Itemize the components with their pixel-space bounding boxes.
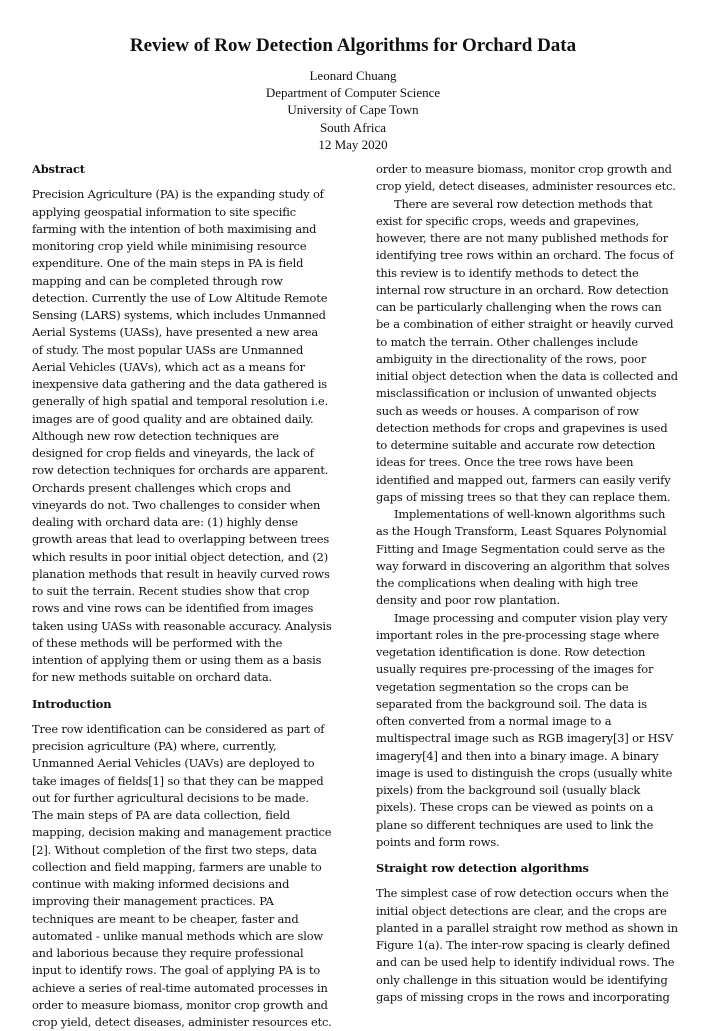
paper-title: Review of Row Detection Algorithms for Orchard Data [129,35,577,56]
abstract-heading: Abstract [32,162,85,176]
author-name: Leonard Chuang [309,68,397,83]
right-column [376,161,678,1006]
straight-rows-text: The simplest case of row detection occurs when the initial object detections are clear, and the crops are planted in a parallel straight row method as shown in Figure 1(a). The inter-row spacing is clearly defined and can be used help to identify individual rows. The only challenge in this situation would be identifying gaps of missing crops in the rows and incorporating [376,886,678,1004]
introduction-paragraph-1: Tree row identification can be considered as part of precision agriculture (PA) where, currently, Unmanned Aerial Vehicles (UAVs) are deployed to take images of fields[1] so that they can be mapped out for further agricultural decisions to be made. The main steps of PA are data collection, field mapping, decision making and management practice [2]. Without completion of the first two steps, data collection and field mapping, farmers are unable to continue with making informed decisions and improving their management practices. PA techniques are meant to be cheaper, faster and automated - unlike manual methods which are slow and laborious because they require professional input to identify rows. The goal of applying PA is to achieve a series of real-time automated processes in order to measure biomass, monitor crop growth and crop yield, detect diseases, administer resources etc. [32,721,332,1029]
straight-rows-heading: Straight row detection algorithms [376,861,589,875]
author-university: University of Cape Town [287,102,419,118]
author-country: South Africa [319,119,387,135]
author-block [0,67,706,153]
introduction-paragraph-1-continued: order to measure biomass, monitor crop growth and crop yield, detect diseases, administer resources etc. [376,162,676,194]
introduction-paragraph-2: There are several row detection methods that exist for specific crops, weeds and grapevines, however, there are not many published methods for identifying tree rows within an orchard. The focus of this review is to identify methods to detect the internal row structure in an orchard. Row detection can be particularly challenging when the rows can be a combination of either straight or heavily curved to match the terrain. Other challenges include ambiguity in the directionality of the rows, poor initial object detection when the data is collected and misclassification or inclusion of unwanted objects such as weeds or houses. A comparison of row detection methods for crops and grapevines is used to determine suitable and accurate row detection ideas for trees. Once the tree rows have been identified and mapped out, farmers can easily verify gaps of missing trees so that they can replace them. [376,196,678,504]
abstract-text: Precision Agriculture (PA) is the expanding study of applying geospatial information to site specific farming with the intention of both maximising and monitoring crop yield while minimising resource expenditure. One of the main steps in PA is field mapping and can be completed through row detection. Currently the use of Low Altitude Remote Sensing (LARS) systems, which includes Unmanned Aerial Systems (UASs), have presented a new area of study. The most popular UASs are Unmanned Aerial Vehicles (UAVs), which act as a means for inexpensive data gathering and the data gathered is generally of high spatial and temporal resolution i.e. images are of good quality and are obtained daily. Although new row detection techniques are designed for crop fields and vineyards, the lack of row detection techniques for orchards are apparent. Orchards present challenges which crops and vineyards do not. Two challenges to consider when dealing with orchard data are: (1) highly dense growth areas that lead to overlapping between trees which results in poor initial object detection, and (2) planation methods that result in heavily curved rows to suit the terrain. Recent studies show that crop rows and vine rows can be identified from images taken using UASs with reasonable accuracy. Analysis of these methods will be performed with the intention of applying them or using them as a basis for new methods suitable on orchard data. [32,187,332,685]
paper-date: 12 May 2020 [318,136,388,152]
author-department: Department of Computer Science [265,85,441,101]
introduction-paragraph-3: Implementations of well-known algorithms such as the Hough Transform, Least Squares Polynomial Fitting and Image Segmentation could serve as the way forward in discovering an algorithm that solves the complications when dealing with high tree density and poor row plantation. [376,507,670,608]
introduction-heading: Introduction [32,696,112,711]
left-column [32,161,332,1029]
introduction-paragraph-4: Image processing and computer vision play very important roles in the pre-processing stage where vegetation identification is done. Row detection usually requires pre-processing of the images for vegetation segmentation so the crops can be separated from the background soil. The data is often converted from a normal image to a multispectral image such as RGB imagery[3] or HSV imagery[4] and then into a binary image. A binary image is used to distinguish the crops (usually white pixels) from the background soil (usually black pixels). These crops can be viewed as points on a plane so different techniques are used to link the points and form rows. [376,610,674,849]
